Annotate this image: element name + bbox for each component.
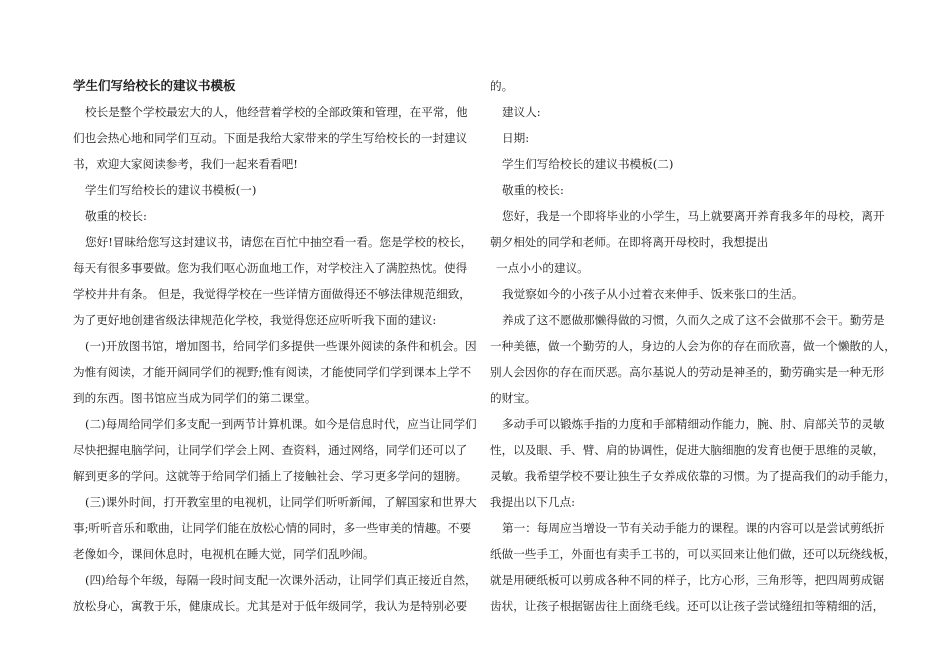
paragraph-line: 我觉察如今的小孩子从小过着衣来伸手、饭来张口的生活。 (502, 287, 804, 301)
paragraph-line: 养成了这不愿做那懒得做的习惯，久而久之成了这不会做那不会干。勤劳是 (502, 313, 885, 327)
paragraph-line: 们也会热心地和同学们互动。下面是我给大家带来的学生写给校长的一封建议 (73, 131, 468, 145)
paragraph-line: 您好，我是一个即将毕业的小学生，马上就要离开养育我多年的母校，离开 (502, 209, 885, 223)
paragraph-line: 放松身心，寓教于乐，健康成长。尤其是对于低年级同学，我认为是特别必要 (73, 599, 468, 613)
paragraph-line: 校长是整个学校最宏大的人，他经营着学校的全部政策和管理，在平常，他 (85, 105, 468, 119)
paragraph-line: 性，以及眼、手、臂、肩的协调性，促进大脑细胞的发育也便于思维的灵敏， (490, 443, 885, 457)
section-heading: 学生们写给校长的建议书模板(一) (85, 183, 257, 197)
paragraph-line: 解到更多的学问。这就等于给同学们插上了接触社会、学习更多学问的翅膀。 (73, 469, 468, 483)
paragraph-line: 的。 (490, 79, 514, 93)
salutation: 敬重的校长: (85, 209, 147, 223)
paragraph-line: 纸做一些手工，外面也有卖手工书的，可以买回来让他们做，还可以玩绕线板， (490, 547, 896, 561)
paragraph-line: 学校井井有条。 但是，我觉得学校在一些详情方面做得还不够法律规范细致， (73, 287, 471, 301)
paragraph-line: 到的东西。图书馆应当成为同学们的第二课堂。 (73, 391, 317, 405)
paragraph-line: 灵敏。我希望学校不要让独生子女养成依靠的习惯。为了提高我们的动手能力， (490, 469, 896, 483)
paragraph-line: 我提出以下几点: (490, 495, 576, 509)
paragraph-line: 老像如今，课间休息时，电视机在睡大觉，同学们乱吵闹。 (73, 547, 375, 561)
paragraph-line: 多动手可以锻炼手指的力度和手部精细动作能力，腕、肘、肩部关节的灵敏 (502, 417, 885, 431)
paragraph-line: 的财宝。 (490, 391, 537, 405)
section-heading: 学生们写给校长的建议书模板(二) (502, 157, 674, 171)
paragraph-line: 每天有很多事要做。您为我们呕心沥血地工作，对学校注入了满腔热忱。使得 (73, 261, 468, 275)
paragraph-line: 朝夕相处的同学和老师。在即将离开母校时，我想提出 (490, 235, 769, 249)
paragraph-line: 为惟有阅读，才能开阔同学们的视野;惟有阅读，才能使同学们学到课本上学不 (73, 365, 472, 379)
document-title: 学生们写给校长的建议书模板 (73, 78, 236, 93)
paragraph-line: (四)给每个年级，每隔一段时间支配一次课外活动，让同学们真正接近自然， (85, 573, 477, 587)
paragraph-line: 书，欢迎大家阅读参考，我们一起来看看吧! (73, 157, 298, 171)
paragraph-line: 事;听听音乐和歌曲，让同学们能在放松心情的同时，多一些审美的情趣。不要 (73, 521, 472, 535)
paragraph-line: (一)开放图书馆，增加图书，给同学们多提供一些课外阅读的条件和机会。因 (85, 339, 477, 353)
date-label: 日期: (502, 131, 530, 145)
paragraph-line: 一种美德，做一个勤劳的人，身边的人会为你的存在而欣喜，做一个懒散的人， (490, 339, 896, 353)
paragraph-line: 您好!冒昧给您写这封建议书，请您在百忙中抽空看一看。您是学校的校长， (85, 235, 473, 249)
paragraph-line: 齿状，让孩子根据锯齿往上面绕毛线。还可以让孩子尝试缝纽扣等精细的活， (490, 599, 885, 613)
paragraph-line: 一点小小的建议。 (496, 261, 589, 275)
signature-label: 建议人: (502, 105, 541, 119)
paragraph-line: 为了更好地创建省级法律规范化学校，我觉得您还应听听我下面的建议: (73, 313, 437, 327)
paragraph-line: (三)课外时间，打开教室里的电视机，让同学们听听新闻，了解国家和世界大 (85, 495, 477, 509)
paragraph-line: (二)每周给同学们多支配一到两节计算机课。如今是信息时代，应当让同学们 (85, 417, 477, 431)
paragraph-line: 第一：每周应当增设一节有关动手能力的课程。课的内容可以是尝试剪纸折 (502, 521, 885, 535)
paragraph-line: 就是用硬纸板可以剪成各种不同的样子，比方心形，三角形等，把四周剪成锯 (490, 573, 885, 587)
paragraph-line: 尽快把握电脑学问，让同学们学会上网、查资料，通过网络，同学们还可以了 (73, 443, 468, 457)
paragraph-line: 别人会因你的存在而厌恶。高尔基说人的劳动是神圣的，勤劳确实是一种无形 (490, 365, 885, 379)
salutation: 敬重的校长: (502, 183, 564, 197)
